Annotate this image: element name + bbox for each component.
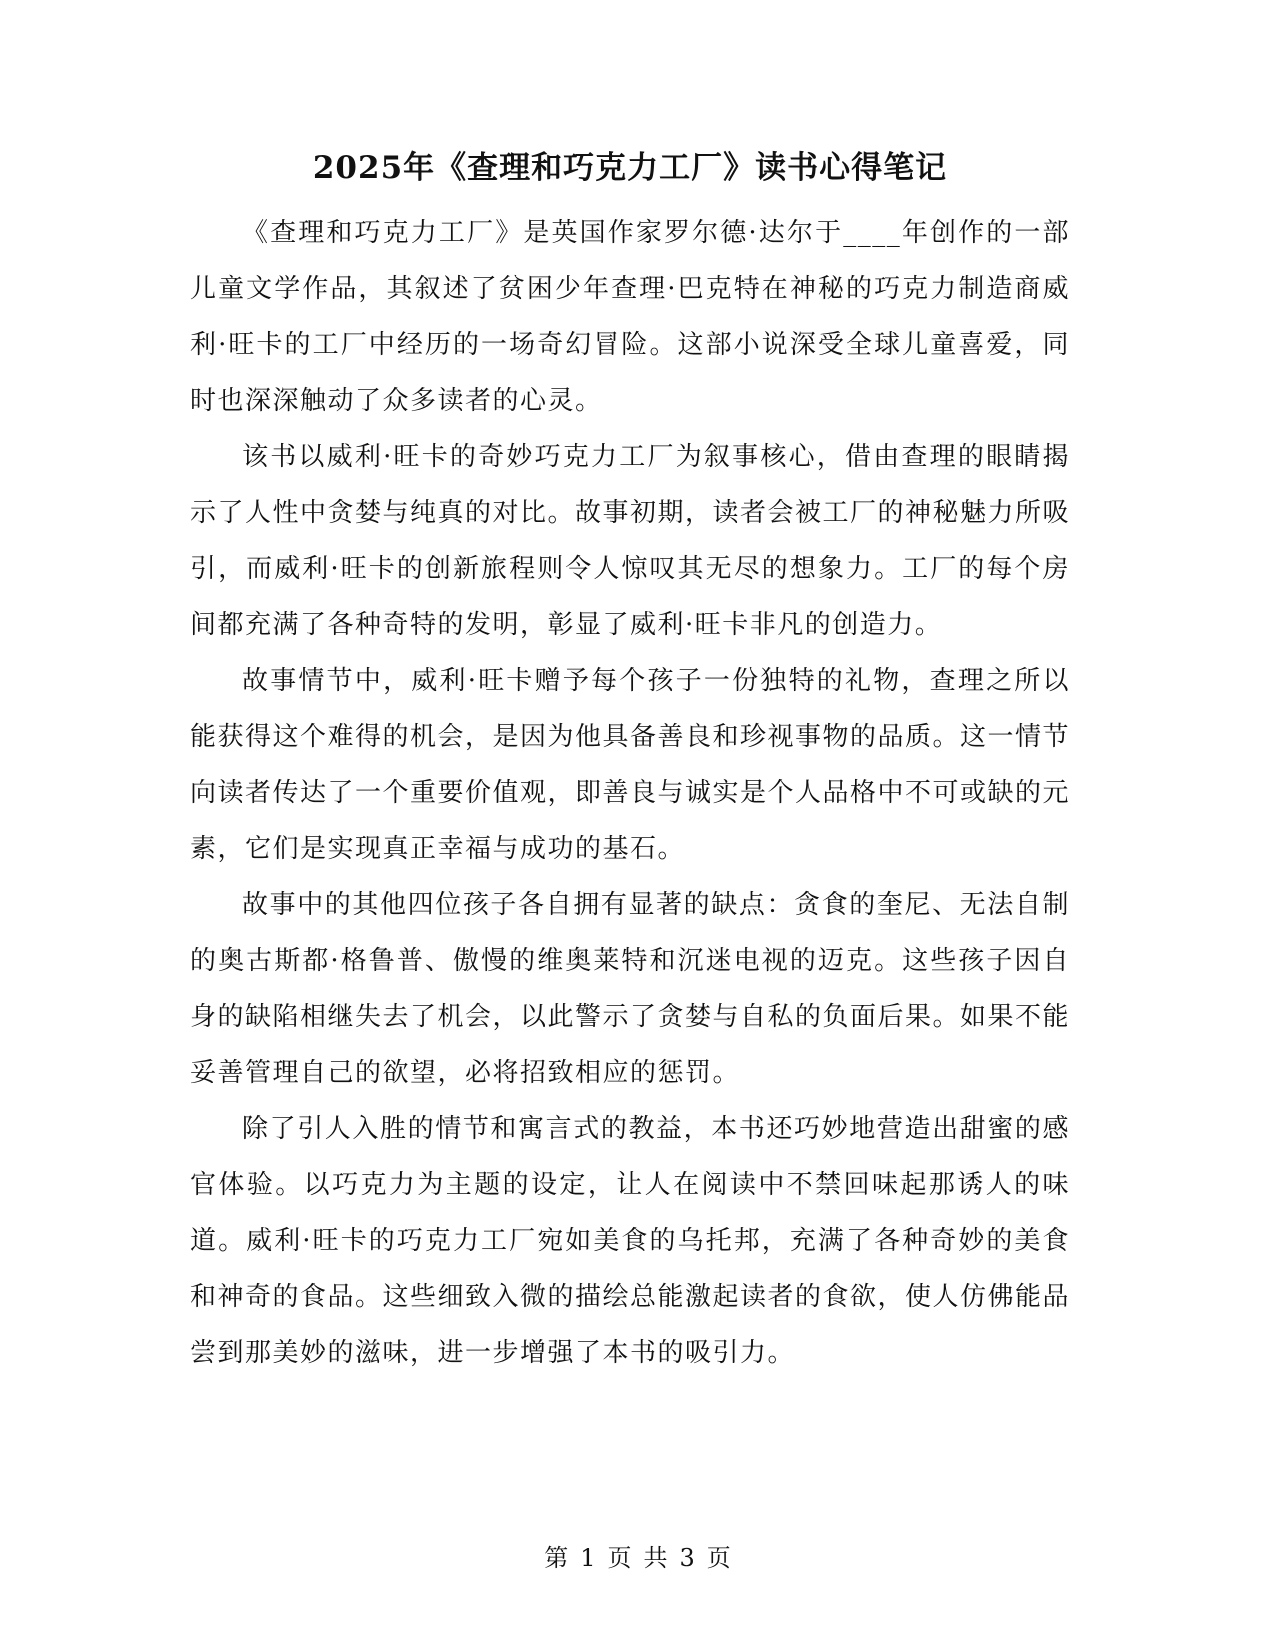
footer-di: 第: [544, 1544, 569, 1572]
footer-total-pages: 3: [679, 1544, 695, 1572]
page-footer: [0, 1543, 1275, 1573]
paragraph-5: 除了引人入胜的情节和寓言式的教益，本书还巧妙地营造出甜蜜的感官体验。以巧克力为主题的设定，让人在阅读中不禁回味起那诱人的味道。威利·旺卡的巧克力工厂宛如美食的乌托邦，充满了各种奇妙的美食和神奇的食品。这些细致入微的描绘总能激起读者的食欲，使人仿佛能品尝到那美妙的滋味，进一步增强了本书的吸引力。: [190, 1114, 1071, 1368]
paragraph-3: 故事情节中，威利·旺卡赠予每个孩子一份独特的礼物，查理之所以能获得这个难得的机会，是因为他具备善良和珍视事物的品质。这一情节向读者传达了一个重要价值观，即善良与诚实是个人品格中不可或缺的元素，它们是实现真正幸福与成功的基石。: [190, 666, 1071, 864]
paragraph-1: 《查理和巧克力工厂》是英国作家罗尔德·达尔于____年创作的一部儿童文学作品，其叙述了贫困少年查理·巴克特在神秘的巧克力制造商威利·旺卡的工厂中经历的一场奇幻冒险。这部小说深受全球儿童喜爱，同时也深深触动了众多读者的心灵。: [190, 218, 1070, 416]
footer-ye: 页: [607, 1544, 632, 1572]
document-body: [190, 205, 1070, 1381]
document-title: 2025年《查理和巧克力工厂》读书心得笔记: [312, 150, 948, 186]
footer-current-page: 1: [580, 1544, 596, 1572]
footer-ye-2: 页: [706, 1544, 731, 1572]
paragraph-4: 故事中的其他四位孩子各自拥有显著的缺点：贪食的奎尼、无法自制的奥古斯都·格鲁普、傲慢的维奥莱特和沉迷电视的迈克。这些孩子因自身的缺陷相继失去了机会，以此警示了贪婪与自私的负面后果。如果不能妥善管理自己的欲望，必将招致相应的惩罚。: [190, 890, 1071, 1088]
footer-gong: 共: [643, 1544, 668, 1572]
paragraph-2: 该书以威利·旺卡的奇妙巧克力工厂为叙事核心，借由查理的眼睛揭示了人性中贪婪与纯真的对比。故事初期，读者会被工厂的神秘魅力所吸引，而威利·旺卡的创新旅程则令人惊叹其无尽的想象力。工厂的每个房间都充满了各种奇特的发明，彰显了威利·旺卡非凡的创造力。: [190, 442, 1071, 640]
